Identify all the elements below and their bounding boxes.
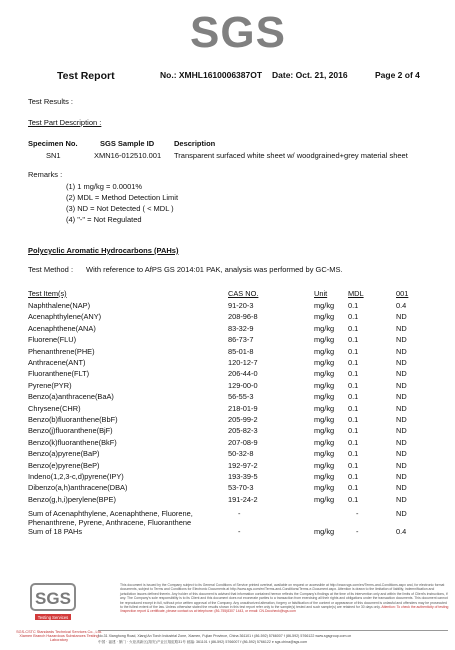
cell-value: ND [396,335,407,345]
cell-item: Benzo(j)fluoranthene(BjF) [28,426,113,436]
table-row [28,358,428,369]
sgs-stamp [27,580,79,632]
table-row [28,438,428,449]
cell-value: ND [396,392,407,402]
remark-1: (1) 1 mg/kg = 0.0001% [66,182,143,191]
cell-unit: mg/kg [314,346,335,356]
cell-unit: mg/kg [314,301,335,310]
cell-cas: 205-82-3 [228,426,258,436]
pah-title: Polycyclic Aromatic Hydrocarbons (PAHs) [28,246,179,255]
specimen-header: Specimen No. [28,139,78,148]
cell-unit: mg/kg [314,392,335,402]
cell-mdl: 0.1 [348,312,359,322]
sum1-cas: - [238,509,241,518]
cell-item: Benzo(k)fluoranthene(BkF) [28,437,117,447]
cell-cas: 91-20-3 [228,301,254,310]
cell-unit: mg/kg [314,380,335,390]
cell-item: Benzo(a)pyrene(BaP) [28,449,100,459]
cell-cas: 86-73-7 [228,335,254,345]
col-cas-no: CAS NO. [228,289,259,298]
report-date: Date: Oct. 21, 2016 [272,70,348,80]
cell-cas: 205-99-2 [228,415,258,424]
test-method-label: Test Method : [28,265,74,274]
cell-value: ND [396,312,407,322]
cell-unit: mg/kg [314,494,335,504]
footer-address: No.31 Xianghong Road, Xiang'An Torch Industrial Zone, Xiamen, Fujian Province, China 361101 t (86-592) 5766007 f (86-592) 5766122 www.sgsgroup.com.cn [98,634,352,638]
report-title: Test Report [57,70,115,82]
table-row [28,449,428,460]
cell-unit: mg/kg [314,483,335,493]
cell-cas: 53-70-3 [228,483,254,493]
cell-unit: mg/kg [314,335,335,345]
cell-mdl: 0.1 [348,426,359,436]
test-results-label: Test Results : [28,97,74,106]
table-row [28,415,428,426]
table-row [28,381,428,392]
cell-mdl: 0.1 [348,437,359,447]
sum2-value: 0.4 [396,527,407,536]
cell-unit: mg/kg [314,437,335,447]
cell-mdl: 0.1 [348,403,359,413]
cell-cas: 207-08-9 [228,437,258,447]
cell-value: ND [396,415,407,424]
cell-item: Indeno(1,2,3-c,d)pyrene(IPY) [28,472,124,481]
cell-item: Phenanthrene(PHE) [28,346,95,356]
table-row [28,392,428,403]
cell-item: Naphthalene(NAP) [28,301,91,310]
sum2-mdl: - [356,527,359,536]
cell-unit: mg/kg [314,426,335,436]
cell-unit: mg/kg [314,403,335,413]
cell-mdl: 0.1 [348,449,359,459]
cell-unit: mg/kg [314,449,335,459]
stamp-band-text: Testing Services [37,615,69,620]
description-header: Description [174,139,216,148]
cell-mdl: 0.1 [348,323,359,333]
cell-item: Benzo(b)fluoranthene(BbF) [28,415,118,424]
sum1-unit: mg/kg [314,527,335,536]
cell-cas: 56-55-3 [228,392,254,402]
cell-value: ND [396,403,407,413]
cell-item: Benzo(a)anthracene(BaA) [28,392,114,402]
cell-item: Pyrene(PYR) [28,380,72,390]
cell-unit: mg/kg [314,323,335,333]
test-method-text: With reference to AfPS GS 2014:01 PAK, analysis was performed by GC-MS. [86,265,343,274]
cell-value: 0.4 [396,301,407,310]
cell-mdl: 0.1 [348,472,359,481]
cell-cas: 120-12-7 [228,358,258,367]
cell-value: ND [396,323,407,333]
cell-unit: mg/kg [314,312,335,322]
cell-cas: 206-44-0 [228,369,258,379]
cell-cas: 191-24-2 [228,494,258,504]
col-001: 001 [396,289,409,298]
cell-value: ND [396,472,407,481]
cell-mdl: 0.1 [348,301,359,310]
table-row [28,404,428,415]
sum1-mdl: - [356,509,359,518]
footer-address-cn: 中国 · 福建 · 厦门 · 火炬高新区(翔安)产业区翔虹路31号 邮编: 361101 t (86-592) 5766007 f (86-592) 5766122 e sgs.china@sgs.com [98,640,308,644]
cell-cas: 218-01-9 [228,403,258,413]
table-row [28,426,428,437]
table-row [28,335,428,346]
cell-value: ND [396,358,407,367]
col-test-item: Test Item(s) [28,289,67,298]
footer-attention: Attention: To check the authenticity of testing /inspection report & certificate, please contact us at telephone: (86-755)8307 1443, or email: CN.Doccheck@sgs.com [120,605,449,614]
report-number: No.: XMHL1610006387OT [160,70,263,80]
cell-unit: mg/kg [314,369,335,379]
cell-unit: mg/kg [314,358,335,367]
cell-value: ND [396,369,407,379]
cell-mdl: 0.1 [348,415,359,424]
cell-item: Dibenzo(a,h)anthracene(DBA) [28,483,128,493]
cell-mdl: 0.1 [348,380,359,390]
sum1-label-line1: Sum of Acenaphthylene, Acenaphthene, Fluorene, [28,509,193,518]
cell-value: ND [396,449,407,459]
cell-item: Anthracene(ANT) [28,358,86,367]
cell-item: Chrysene(CHR) [28,403,81,413]
cell-mdl: 0.1 [348,335,359,345]
cell-mdl: 0.1 [348,346,359,356]
cell-mdl: 0.1 [348,460,359,470]
cell-item: Benzo(g,h,i)perylene(BPE) [28,494,116,504]
cell-value: ND [396,437,407,447]
cell-cas: 50-32-8 [228,449,254,459]
table-row [28,312,428,323]
specimen-no: SN1 [46,151,61,160]
cell-item: Benzo(e)pyrene(BeP) [28,460,100,470]
col-mdl: MDL [348,289,364,298]
test-part-label: Test Part Description : [28,118,102,127]
page-number: Page 2 of 4 [375,70,420,80]
cell-value: ND [396,483,407,493]
cell-unit: mg/kg [314,472,335,481]
cell-item: Fluoranthene(FLT) [28,369,90,379]
cell-mdl: 0.1 [348,483,359,493]
remarks-label: Remarks : [28,170,63,179]
remark-3: (3) ND = Not Detected ( < MDL ) [66,204,174,213]
cell-value: ND [396,494,407,504]
col-unit: Unit [314,289,328,298]
table-row [28,495,428,506]
cell-item: Acenaphthene(ANA) [28,323,96,333]
table-row [28,461,428,472]
cell-item: Acenaphthylene(ANY) [28,312,102,322]
table-row [28,301,428,312]
cell-item: Fluorene(FLU) [28,335,77,345]
footer-text: This document is issued by the Company subject to its General Conditions of Service printed overleaf, available on request or accessible at http://www.sgs.com/en/Terms-and-Conditions.aspx and, for electronic format documents, subject to Terms and Conditions for Electronic Documents at http://www.sgs.com/en/Terms-and-Conditions/Terms-e-Document.aspx. Attention is drawn to the limitation of liability, indemnification and jurisdiction issues defined therein. Any holder of this document is advised that information contained hereon reflects the Company's findings at the time of its intervention only and within the limits of Client's instructions, if any. The Company's sole responsibility is to its Client and this document does not exonerate parties to a transaction from exercising all their rights and obligations under the transaction documents. This document cannot be reproduced except in full, without prior written approval of the Company. Any unauthorized alteration, forgery or falsification of the content or appearance of this document is unlawful and offenders may be prosecuted to the fullest extent of the law. Unless otherwise stated the results shown in this test report refer only to the sample(s) tested and such sample(s) are retained for 30 days only. [120,583,448,610]
remark-4: (4) "-" = Not Regulated [66,215,142,224]
cell-mdl: 0.1 [348,369,359,379]
cell-value: ND [396,426,407,436]
sgs-logo: SGS [190,8,286,57]
stamp-logo-text: SGS [35,589,71,608]
cell-mdl: 0.1 [348,392,359,402]
table-row [28,483,428,494]
table-row [28,369,428,380]
cell-mdl: 0.1 [348,358,359,367]
cell-cas: 85-01-8 [228,346,254,356]
cell-unit: mg/kg [314,460,335,470]
cell-cas: 83-32-9 [228,323,254,333]
cell-cas: 129-00-0 [228,380,258,390]
table-row [28,324,428,335]
stamp-icon [27,580,79,632]
sample-id-header: SGS Sample ID [100,139,155,148]
sample-id: XMN16-012510.001 [94,151,162,160]
sum2-cas: - [238,527,241,536]
description: Transparent surfaced white sheet w/ woodgrained+grey material sheet [174,151,408,160]
sum1-label [28,509,193,527]
table-row [28,472,428,483]
sum2-row [28,527,428,538]
cell-cas: 193-39-5 [228,472,258,481]
footer-divider [98,630,448,631]
footer-disclaimer [120,583,450,614]
sum1-label-line2: Phenanthrene, Pyrene, Anthracene, Fluoranthene [28,518,192,527]
table-row [28,347,428,358]
stamp-caption: SGS-CSTC Standards Technical Services Co., Ltd. Xiamen Branch Hazardous Substances Testing Laboratory [16,630,102,642]
remark-2: (2) MDL = Method Detection Limit [66,193,179,202]
table-header [28,289,428,300]
cell-value: ND [396,346,407,356]
cell-value: ND [396,460,407,470]
cell-cas: 192-97-2 [228,460,258,470]
cell-unit: mg/kg [314,415,335,424]
sum2-label: Sum of 18 PAHs [28,527,83,536]
cell-value: ND [396,380,407,390]
sum1-value: ND [396,509,407,518]
cell-mdl: 0.1 [348,494,359,504]
cell-cas: 208-96-8 [228,312,258,322]
